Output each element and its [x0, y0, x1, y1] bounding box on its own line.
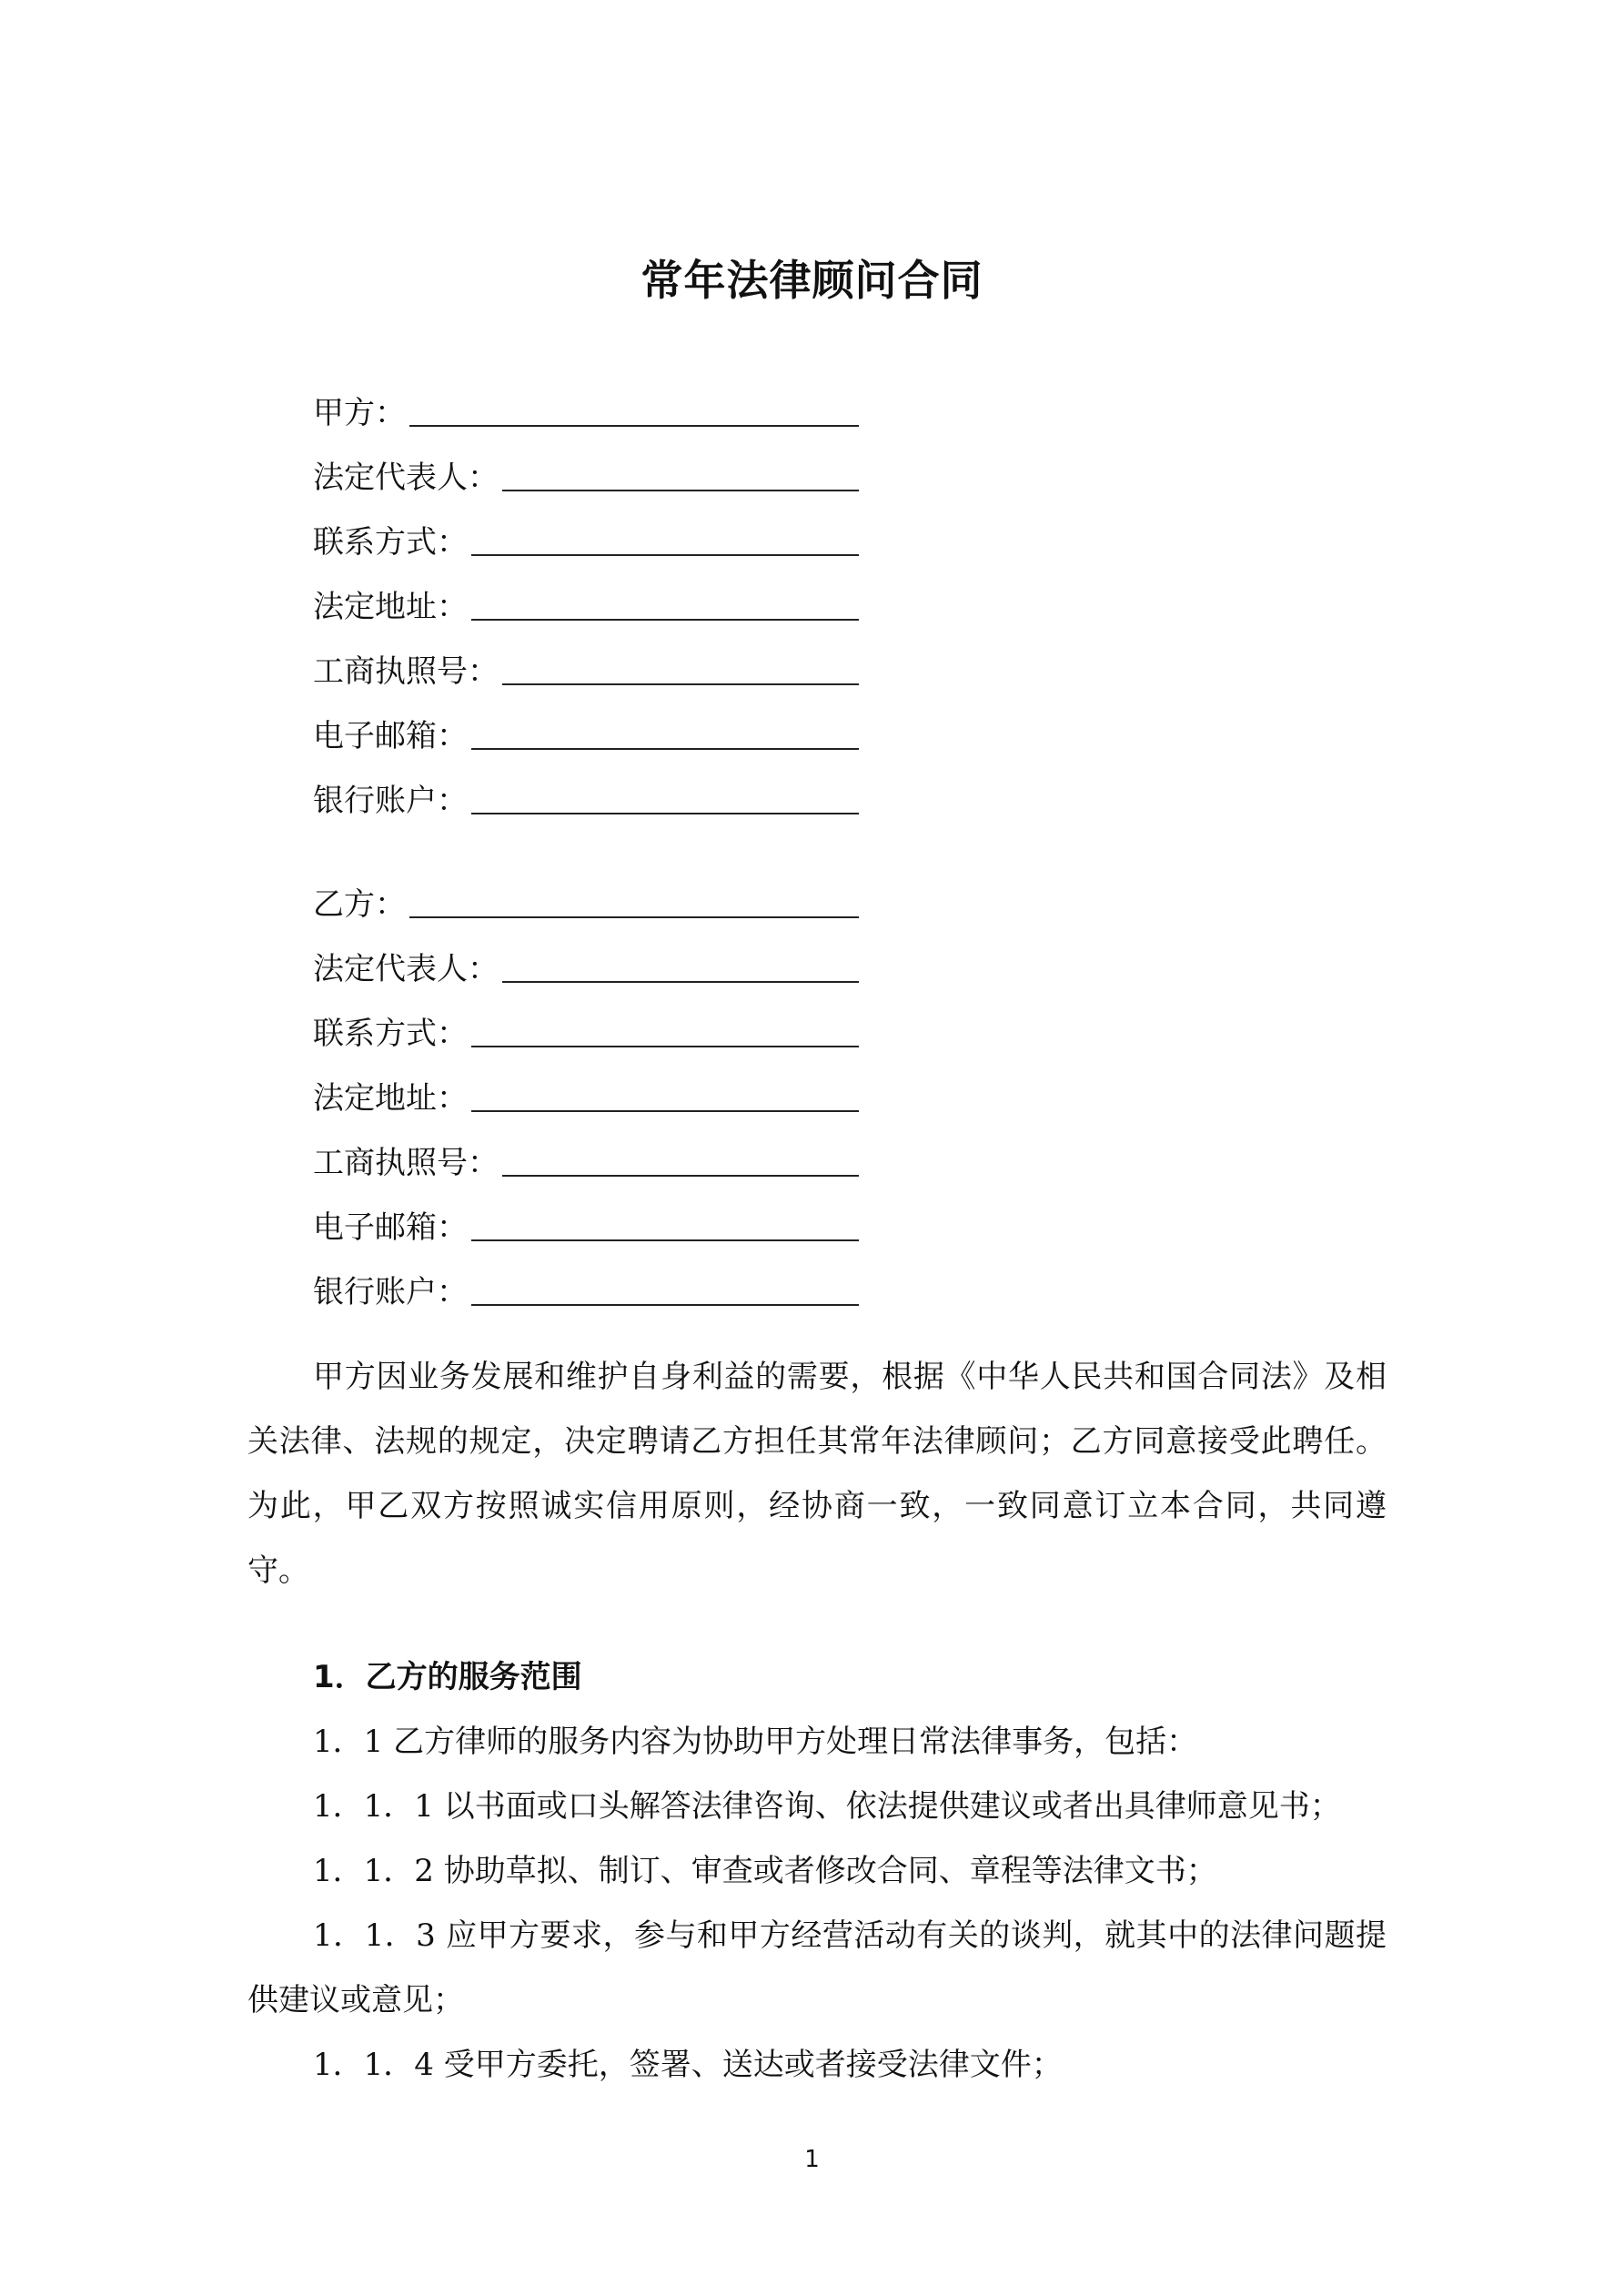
page-number: 1 — [804, 2146, 820, 2173]
field-label: 乙方： — [313, 886, 406, 923]
blank-line — [471, 1015, 859, 1047]
blank-line — [471, 1273, 859, 1306]
clause: 1．1．4 受甲方委托，签署、送达或者接受法律文件； — [313, 2047, 1063, 2083]
party-b-field-bank — [313, 1250, 859, 1315]
blank-line — [471, 1209, 859, 1241]
field-label: 法定地址： — [313, 589, 468, 625]
field-label: 电子邮箱： — [313, 1209, 468, 1246]
party-b-field-license — [313, 1121, 859, 1186]
field-label: 银行账户： — [313, 783, 468, 819]
party-a-field-name — [313, 371, 859, 436]
page-title: 常年法律顾问合同 — [641, 256, 983, 305]
party-b-field-contact — [313, 992, 859, 1057]
party-a-block — [313, 371, 859, 824]
blank-line — [502, 950, 859, 983]
field-label: 工商执照号： — [313, 1145, 499, 1181]
party-a-field-contact — [313, 501, 859, 565]
party-b-block — [313, 863, 859, 1315]
clause: 1．1．1 以书面或口头解答法律咨询、依法提供建议或者出具律师意见书； — [313, 1788, 1341, 1825]
blank-line — [471, 717, 859, 750]
field-label: 联系方式： — [313, 1016, 468, 1052]
blank-line — [502, 459, 859, 491]
section-heading: 1．乙方的服务范围 — [313, 1659, 582, 1695]
field-label: 联系方式： — [313, 524, 468, 561]
intro-paragraph: 甲方因业务发展和维护自身利益的需要，根据《中华人民共和国合同法》及相关法律、法规的规定，决定聘请乙方担任其常年法律顾问；乙方同意接受此聘任。为此，甲乙双方按照诚实信用原则，经协商一致，一致同意订立本合同，共同遵守。 — [247, 1359, 1387, 1589]
field-label: 法定代表人： — [313, 951, 499, 987]
blank-line — [471, 523, 859, 556]
party-b-field-address — [313, 1057, 859, 1121]
field-label: 法定地址： — [313, 1080, 468, 1117]
party-b-field-representative — [313, 927, 859, 992]
blank-line — [502, 1144, 859, 1177]
blank-line — [471, 782, 859, 814]
blank-line — [502, 652, 859, 685]
field-label: 法定代表人： — [313, 460, 499, 496]
party-a-field-email — [313, 694, 859, 759]
field-label: 工商执照号： — [313, 653, 499, 690]
clause: 1．1．2 协助草拟、制订、审查或者修改合同、章程等法律文书； — [313, 1853, 1217, 1889]
party-a-field-address — [313, 565, 859, 630]
clause: 1．1．3 应甲方要求，参与和甲方经营活动有关的谈判，就其中的法律问题提供建议或意见； — [247, 1917, 1387, 2018]
blank-line — [409, 885, 859, 918]
blank-line — [409, 394, 859, 427]
field-label: 电子邮箱： — [313, 718, 468, 754]
party-b-field-name — [313, 863, 859, 927]
field-label: 甲方： — [313, 395, 406, 431]
party-a-field-representative — [313, 436, 859, 501]
clause: 1．1 乙方律师的服务内容为协助甲方处理日常法律事务，包括： — [313, 1724, 1198, 1760]
blank-line — [471, 1079, 859, 1112]
party-a-field-bank — [313, 759, 859, 824]
section-service-scope — [247, 1645, 1387, 2098]
party-a-field-license — [313, 630, 859, 694]
field-label: 银行账户： — [313, 1274, 468, 1310]
party-b-field-email — [313, 1186, 859, 1250]
blank-line — [471, 588, 859, 621]
